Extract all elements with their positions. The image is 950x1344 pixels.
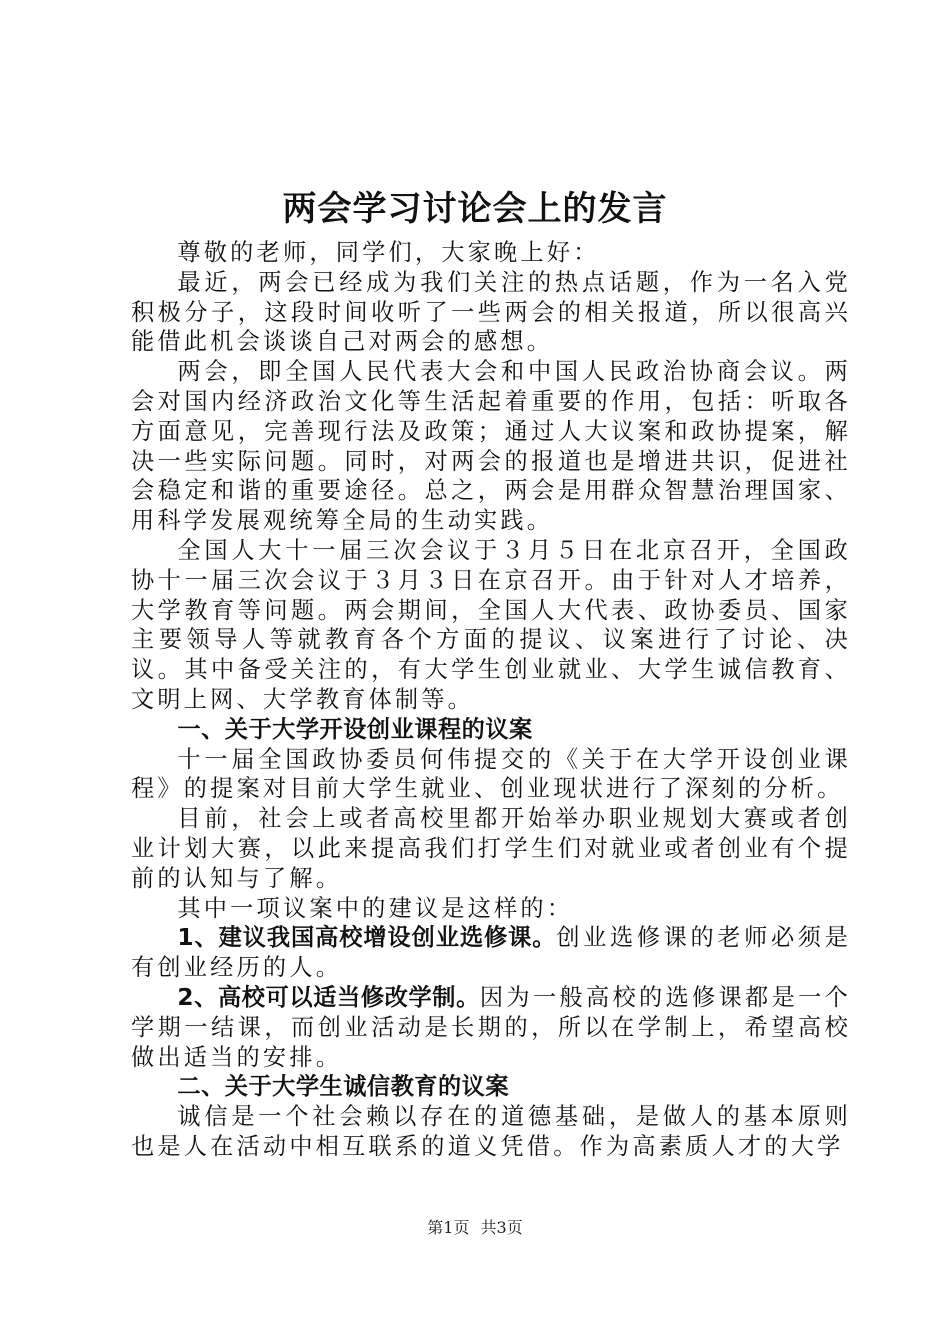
list-item-emphasis: 2、高校可以适当修改学制。 [177, 983, 480, 1011]
page-total: 共3页 [480, 1218, 523, 1237]
body-paragraph: 诚信是一个社会赖以存在的道德基础，是做人的基本原则也是人在活动中相互联系的道义凭借。作为高素质人才的大学 [131, 1103, 851, 1160]
body-paragraph: 目前，社会上或者高校里都开始举办职业规划大赛或者创业计划大赛，以此来提高我们打学生们对就业或者创业有个提前的认知与了解。 [131, 805, 851, 892]
body-paragraph: 全国人大十一届三次会议于３月５日在北京召开，全国政协十一届三次会议于３月３日在京召开。由于针对人才培养，大学教育等问题。两会期间，全国人大代表、政协委员、国家主要领导人等就教育各个方面的提议、议案进行了讨论、决议。其中备受关注的，有大学生创业就业、大学生诚信教育、文明上网、大学教育体制等。 [131, 536, 851, 713]
list-item-text: 创业选修课的老师必须是有创业经历的人。 [131, 924, 852, 982]
list-item-emphasis: 1、建议我国高校增设创业选修课。 [177, 924, 557, 952]
list-item [131, 983, 851, 1072]
body-paragraph: 其中一项议案中的建议是这样的： [177, 894, 574, 922]
page-number: 第1页 [427, 1218, 470, 1237]
section-heading: 二、关于大学生诚信教育的议案 [177, 1073, 510, 1101]
greeting-paragraph: 尊敬的老师，同学们，大家晚上好： [177, 239, 600, 266]
body-paragraph: 最近，两会已经成为我们关注的热点话题，作为一名入党积极分子，这段时间收听了一些两会的相关报道，所以很高兴能借此机会谈谈自己对两会的感想。 [131, 268, 851, 356]
section-heading: 一、关于大学开设创业课程的议案 [177, 715, 533, 743]
body-paragraph: 十一届全国政协委员何伟提交的《关于在大学开设创业课程》的提案对目前大学生就业、创业现状进行了深刻的分析。 [131, 745, 851, 803]
list-item-text: 因为一般高校的选修课都是一个学期一结课，而创业活动是长期的，所以在学制上，希望高校做出适当的安排。 [131, 983, 851, 1071]
list-item [131, 923, 851, 983]
document-body [131, 238, 851, 1162]
document-title: 两会学习讨论会上的发言 [282, 189, 668, 229]
body-paragraph: 两会，即全国人民代表大会和中国人民政治协商会议。两会对国内经济政治文化等生活起着重要的作用，包括：听取各方面意见，完善现行法及政策；通过人大议案和政协提案，解决一些实际问题。同时，对两会的报道也是增进共识，促进社会稳定和谐的重要途径。总之，两会是用群众智慧治理国家、用科学发展观统筹全局的生动实践。 [131, 358, 851, 535]
page-footer [0, 1216, 950, 1240]
